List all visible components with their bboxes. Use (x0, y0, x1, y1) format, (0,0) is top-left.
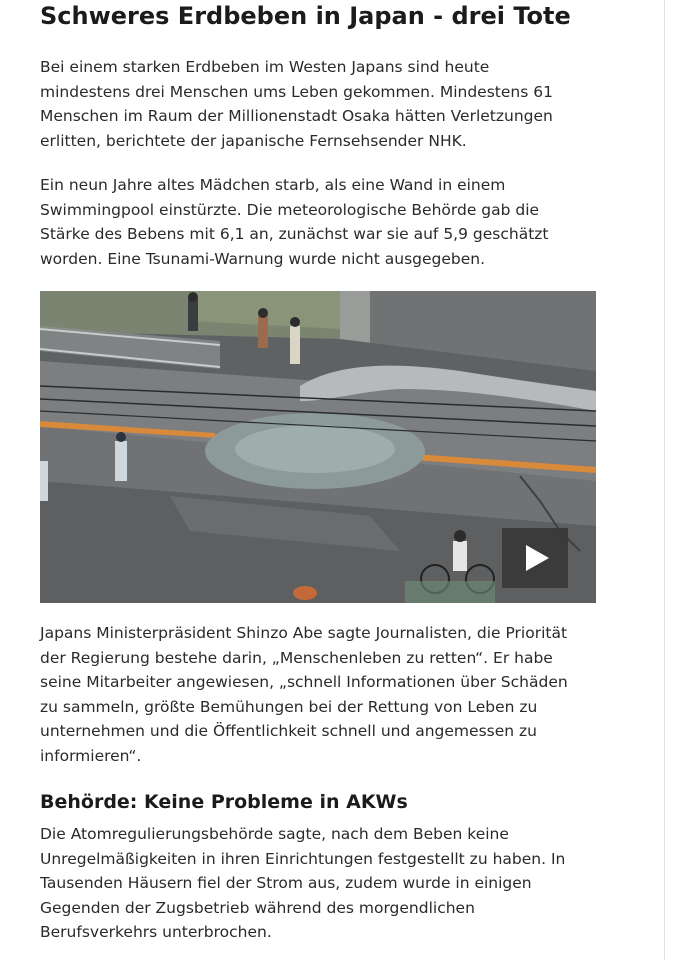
paragraph-line: Menschen im Raum der Millionenstadt Osaka hätten Verletzungen (40, 107, 553, 125)
article-headline: Schweres Erdbeben in Japan - drei Tote (40, 2, 571, 30)
paragraph-line: worden. Eine Tsunami-Warnung wurde nicht ausgegeben. (40, 249, 486, 268)
page-divider (664, 0, 665, 960)
paragraph-line: zu sammeln, größte Bemühungen bei der Rettung von Leben zu (40, 697, 538, 716)
paragraph-line: Bei einem starken Erdbeben im Westen Japans sind heute (40, 58, 490, 76)
paragraph-line: Tausenden Häusern fiel der Strom aus, zudem wurde in einigen (40, 874, 532, 892)
paragraph-line: Stärke des Bebens mit 6,1 an, zunächst war sie auf 5,9 geschätzt (40, 225, 549, 243)
article-paragraph-2 (40, 173, 640, 271)
paragraph-line: Die Atomregulierungsbehörde sagte, nach dem Beben keine (40, 825, 509, 843)
article-paragraph-1 (40, 55, 640, 153)
paragraph-line: Ein neun Jahre altes Mädchen starb, als eine Wand in einem (40, 176, 506, 194)
article-subheading: Behörde: Keine Probleme in AKWs (40, 791, 408, 813)
paragraph-line: Japans Ministerpräsident Shinzo Abe sagte Journalisten, die Priorität (40, 624, 568, 642)
paragraph-line: erlitten, berichtete der japanische Fernsehsender NHK. (40, 131, 467, 150)
paragraph-line: informieren“. (40, 746, 142, 765)
paragraph-line: Berufsverkehrs unterbrochen. (40, 923, 272, 941)
paragraph-line: Unregelmäßigkeiten in ihren Einrichtungen festgestellt zu haben. In (40, 849, 566, 868)
play-icon (526, 545, 549, 571)
paragraph-line: unternehmen und die Öffentlichkeit schnell und angemessen zu (40, 722, 537, 740)
paragraph-line: seine Mitarbeiter angewiesen, „schnell Informationen über Schäden (40, 673, 568, 691)
paragraph-line: Swimmingpool einstürzte. Die meteorologische Behörde gab die (40, 200, 540, 219)
paragraph-line: mindestens drei Menschen ums Leben gekommen. Mindestens 61 (40, 82, 553, 101)
paragraph-line: der Regierung bestehe darin, „Menschenleben zu retten“. Er habe (40, 648, 553, 667)
article-paragraph-4 (40, 822, 640, 945)
paragraph-line: Gegenden der Zugsbetrieb während des morgendlichen (40, 898, 475, 917)
video-play-button[interactable] (502, 528, 568, 588)
article-paragraph-3 (40, 621, 640, 768)
